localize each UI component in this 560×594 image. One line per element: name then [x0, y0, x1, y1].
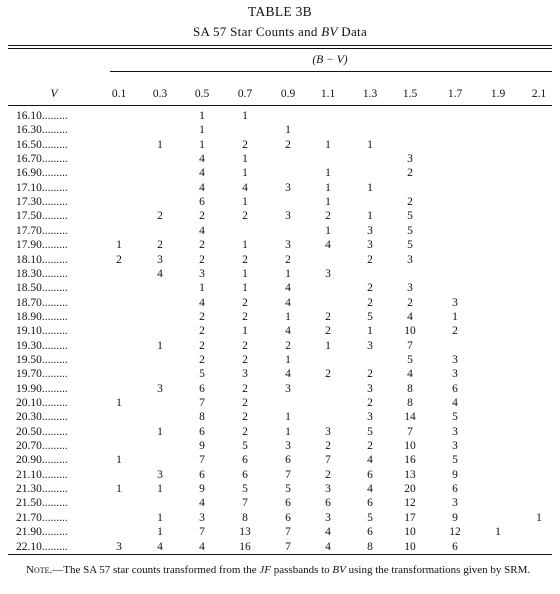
- table-cell: 3: [367, 411, 373, 424]
- table-cell: 6: [199, 196, 205, 209]
- subtitle-text-italic: BV: [321, 24, 338, 39]
- table-cell: 4: [407, 368, 413, 381]
- table-row: [0, 254, 560, 268]
- table-cell: 4: [325, 239, 331, 252]
- table-cell: 5: [407, 210, 413, 223]
- table-cell: 1: [116, 454, 122, 467]
- table-cell: 2: [325, 368, 331, 381]
- table-cell: 10: [404, 440, 416, 453]
- column-header: 1.3: [362, 88, 378, 100]
- table-cell: 2: [242, 210, 248, 223]
- table-cell: 4: [199, 167, 205, 180]
- table-cell: 2: [285, 253, 291, 266]
- table-cell: 7: [407, 339, 413, 352]
- table-cell: 1: [285, 425, 291, 438]
- column-header: 1.7: [447, 88, 463, 100]
- table-cell: 3: [367, 339, 373, 352]
- table-cell: 5: [452, 454, 458, 467]
- table-note: [12, 563, 548, 577]
- table-cell: 7: [285, 468, 291, 481]
- v-magnitude-label: 20.70.........: [16, 440, 68, 453]
- table-cell: 3: [367, 224, 373, 237]
- table-row: [0, 469, 560, 483]
- table-cell: 2: [242, 310, 248, 323]
- table-cell: 2: [242, 425, 248, 438]
- column-header: 0.5: [194, 88, 210, 100]
- table-cell: 4: [199, 540, 205, 553]
- table-row: [0, 225, 560, 239]
- v-magnitude-label: 18.50.........: [16, 282, 68, 295]
- table-cell: 3: [325, 511, 331, 524]
- table-cell: 1: [325, 224, 331, 237]
- table-cell: 4: [285, 325, 291, 338]
- table-row: [0, 239, 560, 253]
- table-cell: 5: [407, 224, 413, 237]
- table-cell: 1: [157, 483, 163, 496]
- table-cell: 1: [325, 138, 331, 151]
- table-cell: 7: [199, 454, 205, 467]
- v-magnitude-label: 21.50.........: [16, 497, 68, 510]
- table-cell: 3: [157, 382, 163, 395]
- table-row: [0, 440, 560, 454]
- table-row: [0, 110, 560, 124]
- table-cell: 1: [242, 267, 248, 280]
- table-cell: 16: [239, 540, 251, 553]
- table-cell: 13: [239, 526, 251, 539]
- table-cell: 1: [199, 110, 205, 122]
- table-cell: 1: [157, 339, 163, 352]
- table-cell: 2: [452, 325, 458, 338]
- table-row: [0, 411, 560, 425]
- v-magnitude-label: 20.30.........: [16, 411, 68, 424]
- table-cell: 2: [116, 253, 122, 266]
- table-row: [0, 282, 560, 296]
- table-cell: 2: [285, 138, 291, 151]
- note-text-1: The SA 57 star counts transformed from the: [63, 564, 260, 576]
- table-cell: 4: [157, 540, 163, 553]
- table-cell: 4: [452, 397, 458, 409]
- table-cell: 10: [404, 540, 416, 553]
- table-cell: 2: [199, 210, 205, 223]
- v-magnitude-label: 18.10.........: [16, 253, 68, 266]
- table-cell: 2: [325, 325, 331, 338]
- table-cell: 3: [199, 511, 205, 524]
- table-cell: 3: [452, 440, 458, 453]
- table-cell: 7: [285, 540, 291, 553]
- table-cell: 9: [452, 468, 458, 481]
- table-cell: 7: [242, 497, 248, 510]
- table-cell: 5: [199, 368, 205, 381]
- table-row: [0, 541, 560, 555]
- table-cell: 2: [199, 339, 205, 352]
- table-cell: 12: [449, 526, 461, 539]
- table-cell: 1: [285, 353, 291, 366]
- bottom-rule: [8, 554, 552, 555]
- table-cell: 1: [157, 511, 163, 524]
- table-cell: 1: [536, 511, 542, 524]
- v-magnitude-label: 16.90.........: [16, 167, 68, 180]
- table-cell: 1: [116, 483, 122, 496]
- table-title: TABLE 3B: [248, 4, 312, 19]
- table-cell: 4: [285, 296, 291, 309]
- note-text-2: passbands to: [271, 564, 333, 576]
- table-row: [0, 497, 560, 511]
- table-cell: 6: [367, 497, 373, 510]
- v-magnitude-label: 20.90.........: [16, 454, 68, 467]
- top-rule-double: [8, 48, 552, 49]
- table-cell: 5: [367, 425, 373, 438]
- table-cell: 2: [407, 296, 413, 309]
- table-cell: 3: [325, 483, 331, 496]
- table-row: [0, 454, 560, 468]
- v-magnitude-label: 19.30.........: [16, 339, 68, 352]
- table-cell: 3: [157, 253, 163, 266]
- table-cell: 4: [199, 181, 205, 194]
- table-cell: 7: [407, 425, 413, 438]
- table-cell: 3: [367, 382, 373, 395]
- table-cell: 2: [325, 210, 331, 223]
- v-magnitude-label: 17.50.........: [16, 210, 68, 223]
- table-cell: 3: [285, 239, 291, 252]
- group-header: (B − V): [312, 54, 348, 66]
- table-row: [0, 368, 560, 382]
- table-row: [0, 210, 560, 224]
- table-cell: 3: [285, 382, 291, 395]
- v-magnitude-label: 17.30.........: [16, 196, 68, 209]
- table-row: [0, 311, 560, 325]
- v-magnitude-label: 16.30.........: [16, 124, 68, 137]
- table-cell: 10: [404, 526, 416, 539]
- column-header: 0.1: [111, 88, 127, 100]
- table-cell: 3: [199, 267, 205, 280]
- table-cell: 2: [242, 339, 248, 352]
- table-row: [0, 512, 560, 526]
- table-cell: 1: [452, 310, 458, 323]
- table-cell: 5: [367, 511, 373, 524]
- table-cell: 2: [367, 296, 373, 309]
- table-row: [0, 153, 560, 167]
- table-row: [0, 297, 560, 311]
- table-cell: 8: [242, 511, 248, 524]
- table-cell: 3: [285, 210, 291, 223]
- table-row: [0, 124, 560, 138]
- table-cell: 2: [242, 138, 248, 151]
- table-cell: 6: [242, 454, 248, 467]
- table-cell: 2: [325, 310, 331, 323]
- table-cell: 4: [367, 454, 373, 467]
- table-row: [0, 383, 560, 397]
- top-rule: [8, 45, 552, 46]
- table-cell: 1: [325, 167, 331, 180]
- table-cell: 1: [285, 267, 291, 280]
- v-magnitude-label: 17.10.........: [16, 181, 68, 194]
- table-cell: 4: [157, 267, 163, 280]
- table-cell: 3: [116, 540, 122, 553]
- table-cell: 2: [325, 440, 331, 453]
- table-cell: 2: [199, 325, 205, 338]
- table-cell: 6: [199, 425, 205, 438]
- table-cell: 4: [199, 497, 205, 510]
- table-cell: 1: [325, 339, 331, 352]
- v-magnitude-label: 18.30.........: [16, 267, 68, 280]
- table-cell: 3: [242, 368, 248, 381]
- v-magnitude-label: 19.90.........: [16, 382, 68, 395]
- table-subtitle: [0, 24, 560, 40]
- table-cell: 6: [452, 540, 458, 553]
- table-cell: 4: [367, 483, 373, 496]
- table-cell: 16: [404, 454, 416, 467]
- table-cell: 3: [452, 425, 458, 438]
- table-cell: 8: [199, 411, 205, 424]
- note-text-italic-1: JF: [259, 564, 271, 576]
- table-cell: 3: [407, 153, 413, 166]
- v-magnitude-label: 18.70.........: [16, 296, 68, 309]
- v-magnitude-label: 20.10.........: [16, 397, 68, 409]
- table-cell: 8: [407, 397, 413, 409]
- table-cell: 1: [242, 325, 248, 338]
- table-cell: 5: [242, 483, 248, 496]
- table-cell: 2: [157, 210, 163, 223]
- table-cell: 3: [452, 368, 458, 381]
- v-magnitude-label: 19.50.........: [16, 353, 68, 366]
- note-label: Note.: [26, 564, 53, 576]
- table-cell: 9: [199, 440, 205, 453]
- table-cell: 1: [199, 282, 205, 295]
- table-cell: 7: [325, 454, 331, 467]
- table-cell: 20: [404, 483, 416, 496]
- table-cell: 2: [242, 353, 248, 366]
- table-cell: 1: [157, 526, 163, 539]
- v-magnitude-label: 21.70.........: [16, 511, 68, 524]
- table-cell: 2: [157, 239, 163, 252]
- table-cell: 3: [452, 353, 458, 366]
- table-cell: 1: [285, 310, 291, 323]
- table-cell: 1: [242, 196, 248, 209]
- table-cell: 1: [367, 325, 373, 338]
- table-cell: 6: [325, 497, 331, 510]
- table-cell: 6: [367, 468, 373, 481]
- table-row: [0, 139, 560, 153]
- table-cell: 10: [404, 325, 416, 338]
- table-cell: 6: [242, 468, 248, 481]
- table-cell: 1: [157, 138, 163, 151]
- table-cell: 1: [242, 110, 248, 122]
- table-cell: 1: [157, 425, 163, 438]
- table-cell: 2: [242, 296, 248, 309]
- table-cell: 3: [407, 282, 413, 295]
- table-cell: 6: [285, 497, 291, 510]
- table-cell: 5: [242, 440, 248, 453]
- table-cell: 7: [199, 397, 205, 409]
- column-header: 0.3: [152, 88, 168, 100]
- header-rule: [8, 105, 552, 106]
- v-magnitude-label: 21.30.........: [16, 483, 68, 496]
- table-cell: 4: [199, 224, 205, 237]
- table-cell: 17: [404, 511, 416, 524]
- note-text-3: using the transformations given by SRM.: [345, 564, 531, 576]
- column-header: 1.9: [490, 88, 506, 100]
- column-header: 1.1: [320, 88, 336, 100]
- table-row: [0, 397, 560, 411]
- table-cell: 1: [367, 181, 373, 194]
- group-rule: [110, 71, 552, 72]
- table-cell: 5: [407, 239, 413, 252]
- table-cell: 1: [367, 210, 373, 223]
- table-row: [0, 426, 560, 440]
- table-cell: 1: [242, 239, 248, 252]
- table-cell: 3: [325, 425, 331, 438]
- table-cell: 4: [285, 282, 291, 295]
- table-row: [0, 483, 560, 497]
- table-cell: 1: [242, 153, 248, 166]
- table-cell: 12: [404, 497, 416, 510]
- v-magnitude-label: 19.70.........: [16, 368, 68, 381]
- subtitle-text-a: SA 57 Star Counts and: [192, 24, 322, 39]
- table-cell: 7: [199, 526, 205, 539]
- v-magnitude-label: 20.50.........: [16, 425, 68, 438]
- table-cell: 3: [452, 497, 458, 510]
- table-cell: 5: [367, 310, 373, 323]
- table-cell: 3: [407, 253, 413, 266]
- table-cell: 2: [242, 397, 248, 409]
- v-magnitude-label: 16.10.........: [16, 110, 68, 122]
- table-cell: 6: [452, 382, 458, 395]
- table-cell: 2: [407, 167, 413, 180]
- column-header: 0.7: [237, 88, 253, 100]
- table-cell: 13: [404, 468, 416, 481]
- table-cell: 6: [199, 468, 205, 481]
- table-cell: 2: [199, 253, 205, 266]
- table-cell: 1: [285, 411, 291, 424]
- row-header: V: [50, 88, 58, 100]
- table-row: [0, 526, 560, 540]
- table-cell: 6: [452, 483, 458, 496]
- v-magnitude-label: 16.50.........: [16, 138, 68, 151]
- table-cell: 4: [199, 153, 205, 166]
- table-cell: 2: [199, 310, 205, 323]
- subtitle-text-b: Data: [337, 24, 368, 39]
- v-magnitude-label: 19.10.........: [16, 325, 68, 338]
- table-cell: 7: [285, 526, 291, 539]
- table-cell: 4: [285, 368, 291, 381]
- table-cell: 2: [285, 339, 291, 352]
- table-cell: 4: [407, 310, 413, 323]
- table-cell: 2: [367, 253, 373, 266]
- table-cell: 3: [285, 440, 291, 453]
- table-cell: 8: [407, 382, 413, 395]
- table-cell: 1: [199, 138, 205, 151]
- table-cell: 2: [367, 397, 373, 409]
- v-magnitude-label: 21.10.........: [16, 468, 68, 481]
- table-cell: 1: [285, 124, 291, 137]
- table-cell: 5: [285, 483, 291, 496]
- table-row: [0, 340, 560, 354]
- table-cell: 4: [242, 181, 248, 194]
- table-cell: 2: [242, 382, 248, 395]
- table-cell: 2: [367, 282, 373, 295]
- table-cell: 14: [404, 411, 416, 424]
- table-cell: 1: [242, 282, 248, 295]
- v-magnitude-label: 17.90.........: [16, 239, 68, 252]
- table-cell: 3: [157, 468, 163, 481]
- table-cell: 9: [199, 483, 205, 496]
- table-cell: 1: [199, 124, 205, 137]
- table-row: [0, 268, 560, 282]
- column-header: 1.5: [402, 88, 418, 100]
- table-cell: 1: [116, 239, 122, 252]
- table-cell: 2: [242, 411, 248, 424]
- table-row: [0, 354, 560, 368]
- table-cell: 2: [367, 440, 373, 453]
- table-row: [0, 196, 560, 210]
- v-magnitude-label: 16.70.........: [16, 153, 68, 166]
- table-cell: 4: [325, 526, 331, 539]
- table-cell: 6: [367, 526, 373, 539]
- table-cell: 1: [325, 181, 331, 194]
- table-row: [0, 325, 560, 339]
- column-header: 0.9: [280, 88, 296, 100]
- table-cell: 3: [452, 296, 458, 309]
- table-cell: 5: [407, 353, 413, 366]
- v-magnitude-label: 21.90.........: [16, 526, 68, 539]
- table-cell: 1: [242, 167, 248, 180]
- table-cell: 6: [285, 511, 291, 524]
- table-cell: 2: [199, 353, 205, 366]
- table-cell: 2: [367, 368, 373, 381]
- table-cell: 8: [367, 540, 373, 553]
- table-cell: 6: [285, 454, 291, 467]
- table-cell: 1: [116, 397, 122, 409]
- v-magnitude-label: 17.70.........: [16, 224, 68, 237]
- v-magnitude-label: 18.90.........: [16, 310, 68, 323]
- note-dash: —: [52, 564, 64, 576]
- table-cell: 4: [199, 296, 205, 309]
- table-cell: 2: [199, 239, 205, 252]
- table-row: [0, 167, 560, 181]
- table-row: [0, 182, 560, 196]
- table-cell: 1: [325, 196, 331, 209]
- table-cell: 1: [495, 526, 501, 539]
- table-cell: 5: [452, 411, 458, 424]
- table-cell: 1: [367, 138, 373, 151]
- table-cell: 2: [407, 196, 413, 209]
- table-cell: 2: [325, 468, 331, 481]
- table-cell: 9: [452, 511, 458, 524]
- column-header: 2.1: [531, 88, 547, 100]
- note-text-italic-2: BV: [332, 564, 346, 576]
- table-cell: 2: [242, 253, 248, 266]
- v-magnitude-label: 22.10.........: [16, 540, 68, 553]
- table-cell: 3: [325, 267, 331, 280]
- table-cell: 3: [285, 181, 291, 194]
- table-cell: 4: [325, 540, 331, 553]
- table-cell: 3: [367, 239, 373, 252]
- table-cell: 6: [199, 382, 205, 395]
